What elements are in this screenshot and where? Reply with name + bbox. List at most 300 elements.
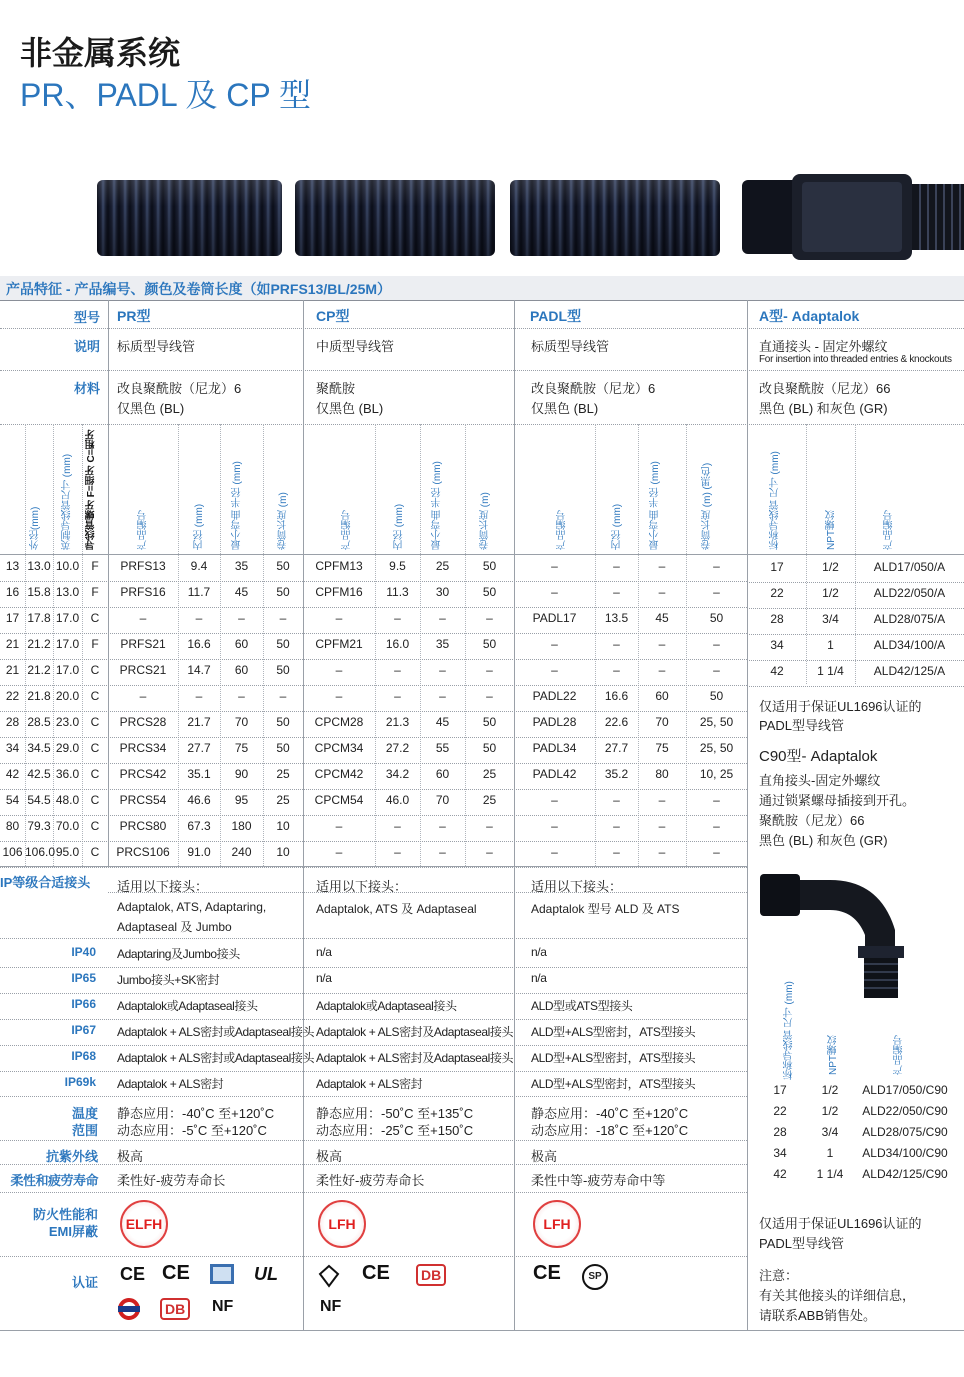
ul-mark: UL <box>254 1264 278 1284</box>
vh-thread: 导线管螺牙 F=细牙 C=粗牙 <box>86 429 97 550</box>
table-cell: 17.0 <box>55 611 80 625</box>
divider <box>0 581 747 582</box>
table-cell: F <box>91 559 99 573</box>
c90-material-2: 黑色 (BL) 和灰色 (GR) <box>759 833 888 848</box>
table-cell: – <box>658 585 666 599</box>
vh-cp-id: 内径 (mm) <box>394 503 405 550</box>
ip-pr: Adaptaring及Jumbo接头 <box>117 947 240 961</box>
vh-pr-bend: 最小弯曲 半径 (mm) <box>232 461 243 550</box>
table-cell: 34 <box>5 741 20 755</box>
divider <box>747 582 964 583</box>
table-cell: – <box>439 689 446 703</box>
table-cell: 80 <box>655 767 669 781</box>
table-cell: – <box>658 793 666 807</box>
table-cell: 70 <box>435 793 450 807</box>
table-cell: – <box>658 637 666 651</box>
table-cell: 35 <box>435 637 450 651</box>
divider <box>0 1256 747 1257</box>
padl-desc: 标质型导线管 <box>531 339 610 354</box>
table-cell: 21 <box>5 663 20 677</box>
table-cell: 50 <box>276 585 290 599</box>
table-cell: 21.2 <box>27 663 51 677</box>
cp-material-1: 聚酰胺 <box>316 381 356 396</box>
table-cell: 25 <box>435 559 450 573</box>
table-cell: PRCS54 <box>119 793 167 807</box>
table-cell: ALD34/100/C90 <box>862 1146 948 1160</box>
table-cell: 13.0 <box>27 559 51 573</box>
table-cell: – <box>335 819 343 833</box>
table-cell: 34 <box>770 638 784 652</box>
table-cell: 16 <box>5 585 20 599</box>
vh-c90-npt: NPT螺纹 <box>828 1035 839 1075</box>
table-cell: PRCS106 <box>116 845 170 859</box>
padl-material-2: 仅黑色 (BL) <box>531 401 599 416</box>
table-cell: 42 <box>770 664 784 678</box>
table-cell: CPCM28 <box>314 715 364 729</box>
divider <box>0 370 964 371</box>
table-cell: PADL28 <box>532 715 577 729</box>
padl-temp-static: 静态应用：-40˚C 至+120˚C <box>531 1106 689 1121</box>
table-cell: 10, 25 <box>699 767 734 781</box>
table-cell: F <box>91 637 99 651</box>
table-cell: 22 <box>770 586 784 600</box>
cp-uv: 极高 <box>316 1149 343 1164</box>
pr-fit-1: Adaptalok, ATS, Adaptaring, <box>117 900 267 914</box>
table-cell: – <box>335 845 343 859</box>
table-cell: 28.5 <box>27 715 51 729</box>
table-cell: C <box>90 715 100 729</box>
nf-mark-cp: NF <box>320 1298 342 1315</box>
ip-padl: ALD型+ALS型密封，ATS型接头 <box>531 1051 696 1065</box>
table-cell: 34.5 <box>27 741 51 755</box>
vh-pr-length: 卷筒长度 (m) <box>278 492 289 550</box>
divider <box>0 815 747 816</box>
table-cell: CPCM54 <box>314 793 364 807</box>
vh-cp-length: 卷筒长度 (m) <box>480 492 491 550</box>
temp-label-2: 范围 <box>71 1123 98 1138</box>
row-label-desc: 说明 <box>73 339 100 354</box>
table-cell: 50 <box>276 715 290 729</box>
table-cell: – <box>486 845 493 859</box>
table-cell: – <box>551 663 558 677</box>
table-cell: 50 <box>482 637 497 651</box>
table-cell: – <box>279 689 287 703</box>
table-cell: 45 <box>234 585 249 599</box>
vh-a-size: 标称导线管 尺寸 (mm) <box>770 451 781 550</box>
table-cell: – <box>713 845 720 859</box>
ce-mark-pr: CE <box>120 1264 146 1284</box>
table-cell: – <box>713 559 720 573</box>
divider <box>0 938 747 939</box>
table-cell: 240 <box>231 845 252 859</box>
lfh-badge-cp: LFH <box>318 1200 366 1248</box>
table-cell: C <box>90 793 100 807</box>
table-cell: PRCS21 <box>119 663 167 677</box>
table-cell: – <box>658 819 666 833</box>
table-cell: – <box>658 559 666 573</box>
table-cell: 42 <box>773 1167 787 1181</box>
table-cell: 25, 50 <box>699 715 734 729</box>
table-cell: 27.7 <box>187 741 211 755</box>
pr-temp-dynamic: 动态应用：-5˚C 至+120˚C <box>117 1123 267 1138</box>
table-cell: 17 <box>770 560 784 574</box>
adaptalok-fitting-image <box>742 174 964 260</box>
table-cell: – <box>613 585 620 599</box>
vh-cp-bend: 最小弯曲 半径 (mm) <box>432 461 443 550</box>
table-cell: C <box>90 741 100 755</box>
elfh-badge: ELFH <box>120 1200 168 1248</box>
table-cell: – <box>335 689 343 703</box>
table-cell: – <box>195 689 203 703</box>
table-cell: 1 <box>826 1146 834 1160</box>
table-cell: 70 <box>655 715 669 729</box>
ip-cp: Adaptalok + ALS密封及Adaptaseal接头 <box>316 1051 514 1065</box>
fire-label-1: 防火性能和 <box>32 1207 98 1222</box>
table-cell: – <box>486 611 493 625</box>
table-cell: ALD22/050/C90 <box>862 1104 948 1118</box>
pr-uv: 极高 <box>117 1149 144 1164</box>
ip-padl: ALD型或ATS型接头 <box>531 999 633 1013</box>
page-title: 非金属系统 <box>20 35 181 71</box>
ip-cp: n/a <box>316 945 332 959</box>
table-cell: 21.2 <box>27 637 51 651</box>
table-cell: – <box>394 819 401 833</box>
table-cell: 55 <box>435 741 450 755</box>
ip-pr: Adaptalok + ALS密封 <box>117 1077 224 1091</box>
table-cell: – <box>713 637 720 651</box>
page-subtitle: PR、PADL 及 CP 型 <box>20 77 312 113</box>
padl-conduit-image <box>510 180 720 256</box>
ce-mark-pr-2: CE <box>162 1262 190 1284</box>
table-cell: 180 <box>231 819 252 833</box>
ip-padl: n/a <box>531 971 547 985</box>
pr-fit-intro: 适用以下接头： <box>117 879 209 894</box>
attention-label: 注意： <box>759 1268 799 1283</box>
table-cell: CPCM42 <box>314 767 364 781</box>
table-cell: 21.8 <box>27 689 51 703</box>
col-padl-name: PADL型 <box>530 308 582 324</box>
pr-flex: 柔性好-疲劳寿命长 <box>117 1173 226 1188</box>
table-cell: C <box>90 845 100 859</box>
table-cell: 91.0 <box>187 845 211 859</box>
table-cell: 22 <box>5 689 20 703</box>
table-cell: – <box>613 663 620 677</box>
c90-desc: 直角接头-固定外螺纹 <box>759 773 881 788</box>
table-cell: 50 <box>276 559 290 573</box>
table-cell: – <box>394 845 401 859</box>
ip-label: IP66 <box>71 997 96 1011</box>
pr-material-1: 改良聚酰胺（尼龙）6 <box>117 381 242 396</box>
table-cell: – <box>551 637 558 651</box>
lloyds-icon <box>210 1264 234 1284</box>
divider <box>0 1071 747 1072</box>
table-cell: 30 <box>435 585 450 599</box>
table-cell: 9.4 <box>190 559 208 573</box>
table-cell: – <box>658 663 666 677</box>
row-label-material: 材料 <box>73 381 100 396</box>
vh-pr-code: 产品编号 <box>138 510 149 550</box>
table-cell: – <box>551 585 558 599</box>
table-cell: F <box>91 585 99 599</box>
london-underground-icon <box>118 1298 140 1320</box>
lfh-badge-padl: LFH <box>533 1200 581 1248</box>
a-note-2: PADL型导线管 <box>759 718 844 733</box>
a-desc: 直通接头 - 固定外螺纹 <box>759 339 888 354</box>
table-cell: 60 <box>655 689 669 703</box>
table-cell: – <box>551 819 558 833</box>
vh-a-npt: NPT螺纹 <box>826 510 837 550</box>
table-cell: 1 1/4 <box>816 1167 844 1181</box>
divider <box>0 841 747 842</box>
divider <box>0 328 964 329</box>
table-cell: 50 <box>276 663 290 677</box>
table-cell: – <box>335 611 343 625</box>
table-cell: 25 <box>482 767 497 781</box>
table-cell: 1/2 <box>821 1104 839 1118</box>
table-cell: 90 <box>234 767 249 781</box>
table-cell: – <box>279 611 287 625</box>
attention-line-2: 请联系ABB销售处。 <box>759 1308 877 1323</box>
table-cell: – <box>613 819 620 833</box>
table-cell: – <box>613 793 620 807</box>
vh-c90-code: 产品编号 <box>894 1035 905 1075</box>
table-cell: 35.2 <box>604 767 629 781</box>
table-cell: – <box>439 663 446 677</box>
table-cell: – <box>439 819 446 833</box>
table-cell: 17 <box>773 1083 787 1097</box>
vh-c90-size: 标称导线管 尺寸 (mm) <box>784 981 795 1080</box>
table-cell: 17.0 <box>55 663 80 677</box>
c90-material-1: 聚酰胺（尼龙）66 <box>759 813 865 828</box>
ce-mark-cp: CE <box>362 1262 390 1284</box>
c90-title: C90型- Adaptalok <box>759 748 878 765</box>
table-cell: 9.5 <box>389 559 406 573</box>
section-header <box>0 276 964 301</box>
ip-cp: Adaptalok + ALS密封 <box>316 1077 423 1091</box>
ip-cp: Adaptalok或Adaptaseal接头 <box>316 999 457 1013</box>
table-cell: 34 <box>773 1146 787 1160</box>
table-cell: 50 <box>482 585 497 599</box>
divider <box>747 554 964 555</box>
padl-flex: 柔性中等-疲劳寿命中等 <box>531 1173 666 1188</box>
table-cell: 13.0 <box>55 585 80 599</box>
ip-padl: ALD型+ALS型密封，ATS型接头 <box>531 1077 696 1091</box>
table-cell: 79.3 <box>27 819 51 833</box>
table-cell: 10 <box>276 819 290 833</box>
table-cell: ALD28/075/C90 <box>862 1125 948 1139</box>
row-label-type: 型号 <box>73 310 100 325</box>
divider <box>747 660 964 661</box>
ip-label: IP69k <box>64 1075 96 1089</box>
table-cell: 29.0 <box>55 741 80 755</box>
col-pr-name: PR型 <box>117 308 151 324</box>
divider <box>0 763 747 764</box>
divider <box>0 659 747 660</box>
db-mark-pr: DB <box>160 1298 190 1320</box>
vh-pr-id: 内径 (mm) <box>194 503 205 550</box>
table-cell: 27.7 <box>604 741 629 755</box>
table-cell: – <box>486 819 493 833</box>
table-cell: 95 <box>234 793 249 807</box>
table-cell: CPCM34 <box>314 741 364 755</box>
table-cell: 21.7 <box>187 715 211 729</box>
table-cell: 50 <box>709 611 724 625</box>
divider <box>0 633 747 634</box>
table-cell: PADL17 <box>532 611 577 625</box>
divider <box>108 892 747 893</box>
ip-padl: n/a <box>531 945 547 959</box>
col-a-name: A型- Adaptalok <box>759 308 860 324</box>
table-cell: 95.0 <box>55 845 80 859</box>
c90-line2: 通过锁紧螺母插接到开孔。 <box>759 793 916 808</box>
divider <box>0 1019 747 1020</box>
table-cell: 15.8 <box>27 585 51 599</box>
fire-label-2: EMI屏蔽 <box>48 1224 98 1239</box>
table-cell: 28 <box>773 1125 787 1139</box>
table-cell: 1 <box>827 638 834 652</box>
ip-pr: Adaptalok或Adaptaseal接头 <box>117 999 258 1013</box>
a-material-2: 黑色 (BL) 和灰色 (GR) <box>759 401 888 416</box>
table-cell: 42.5 <box>27 767 51 781</box>
table-cell: 22.6 <box>604 715 629 729</box>
cp-flex: 柔性好-疲劳寿命长 <box>316 1173 425 1188</box>
table-cell: PRCS42 <box>119 767 167 781</box>
section-title: 产品特征 - 产品编号、颜色及卷筒长度（如PRFS13/BL/25M） <box>6 281 392 297</box>
table-cell: 22 <box>773 1104 787 1118</box>
table-cell: – <box>394 689 401 703</box>
table-cell: CPFM16 <box>315 585 363 599</box>
table-cell: – <box>238 689 245 703</box>
table-cell: 50 <box>482 715 497 729</box>
vh-padl-bend: 最小弯曲 半径 (mm) <box>650 461 661 550</box>
table-cell: 54.5 <box>27 793 51 807</box>
table-cell: PRCS34 <box>119 741 167 755</box>
table-cell: – <box>238 611 245 625</box>
table-cell: 3/4 <box>822 612 839 626</box>
table-cell: 16.6 <box>604 689 629 703</box>
table-cell: – <box>394 663 401 677</box>
cp-conduit-image <box>295 180 495 256</box>
table-cell: 46.6 <box>187 793 211 807</box>
pr-material-2: 仅黑色 (BL) <box>117 401 185 416</box>
table-cell: – <box>486 663 493 677</box>
divider <box>0 1140 747 1141</box>
table-cell: 11.7 <box>187 585 211 599</box>
table-cell: – <box>139 611 147 625</box>
table-cell: 3/4 <box>821 1125 839 1139</box>
divider <box>747 634 964 635</box>
table-cell: 16.6 <box>187 637 211 651</box>
table-cell: 35.1 <box>187 767 211 781</box>
vh-padl-id: 内径 (mm) <box>612 503 623 550</box>
table-cell: – <box>439 845 446 859</box>
table-cell: C <box>90 767 100 781</box>
table-cell: 17.0 <box>55 637 80 651</box>
table-cell: 28 <box>770 612 784 626</box>
cp-fit-1: Adaptalok, ATS 及 Adaptaseal <box>316 902 477 916</box>
db-mark-cp: DB <box>416 1264 446 1286</box>
table-cell: – <box>713 663 720 677</box>
table-cell: ALD34/100/A <box>873 638 946 652</box>
table-cell: – <box>713 585 720 599</box>
divider <box>0 737 747 738</box>
table-cell: – <box>439 611 446 625</box>
divider <box>0 1045 747 1046</box>
divider <box>0 607 747 608</box>
table-cell: 17.8 <box>27 611 51 625</box>
table-cell: PADL22 <box>532 689 577 703</box>
table-cell: 60 <box>435 767 450 781</box>
table-cell: – <box>139 689 147 703</box>
ip-padl: ALD型+ALS型密封，ATS型接头 <box>531 1025 696 1039</box>
divider <box>0 993 747 994</box>
table-cell: – <box>551 793 558 807</box>
table-cell: 75 <box>234 741 249 755</box>
table-cell: – <box>713 819 720 833</box>
divider <box>0 711 747 712</box>
padl-uv: 极高 <box>531 1149 558 1164</box>
vh-padl-code: 产品编号 <box>557 510 568 550</box>
table-cell: 1 1/4 <box>817 664 844 678</box>
table-cell: ALD28/075/A <box>873 612 946 626</box>
table-cell: 1/2 <box>822 586 839 600</box>
csa-mark: SP <box>582 1264 608 1290</box>
table-cell: 36.0 <box>55 767 80 781</box>
table-cell: C <box>90 819 100 833</box>
pr-desc: 标质型导线管 <box>117 339 196 354</box>
divider <box>747 300 748 1330</box>
table-cell: 25 <box>276 767 290 781</box>
table-cell: 70.0 <box>55 819 80 833</box>
table-cell: 21.3 <box>385 715 410 729</box>
table-cell: ALD17/050/C90 <box>862 1083 948 1097</box>
cp-material-2: 仅黑色 (BL) <box>316 401 384 416</box>
table-cell: PADL42 <box>532 767 577 781</box>
ip-label: IP40 <box>71 945 96 959</box>
table-cell: 50 <box>709 689 724 703</box>
table-cell: 60 <box>234 663 249 677</box>
table-cell: 45 <box>655 611 669 625</box>
flex-label: 柔性和疲劳寿命 <box>10 1173 98 1188</box>
cp-temp-dynamic: 动态应用：-25˚C 至+150˚C <box>316 1123 474 1138</box>
table-cell: 13 <box>5 559 20 573</box>
divider <box>747 608 964 609</box>
table-cell: 25 <box>482 793 497 807</box>
divider <box>0 424 964 425</box>
table-cell: PRFS16 <box>120 585 166 599</box>
table-cell: 27.2 <box>385 741 410 755</box>
c90-note-1: 仅适用于保证UL1696认证的 <box>759 1216 922 1231</box>
table-cell: ALD42/125/A <box>873 664 946 678</box>
table-cell: 25 <box>276 793 290 807</box>
table-cell: 10.0 <box>55 559 80 573</box>
table-cell: 46.0 <box>385 793 410 807</box>
table-cell: 106.0 <box>25 845 56 859</box>
padl-fit-intro: 适用以下接头： <box>531 879 623 894</box>
table-cell: 13.5 <box>604 611 629 625</box>
table-cell: – <box>613 637 620 651</box>
ip-pr: Jumbo接头+SK密封 <box>117 973 220 987</box>
divider <box>108 300 109 866</box>
divider <box>0 866 747 867</box>
divider <box>0 789 747 790</box>
pr-temp-static: 静态应用：-40˚C 至+120˚C <box>117 1106 275 1121</box>
table-cell: 50 <box>276 741 290 755</box>
divider <box>0 1096 747 1097</box>
divider <box>0 1192 747 1193</box>
table-cell: – <box>335 663 343 677</box>
table-cell: – <box>658 845 666 859</box>
